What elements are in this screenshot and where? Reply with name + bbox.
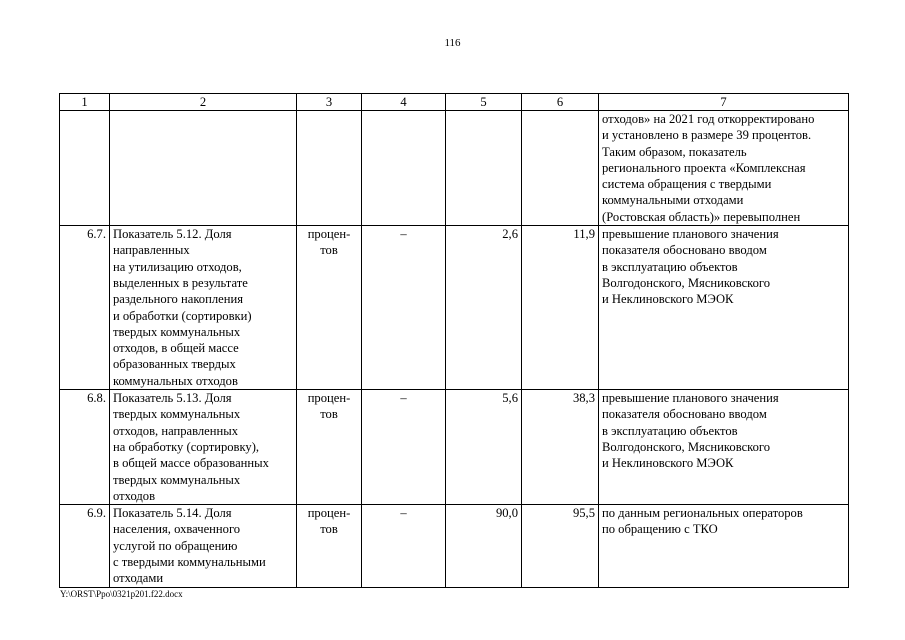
name-line: услугой по обращению: [113, 538, 238, 553]
file-path-footer: Y:\ORST\Ppo\0321p201.f22.docx: [60, 589, 183, 599]
column-header: 4: [362, 94, 446, 111]
name-line: на обработку (сортировку),: [113, 439, 260, 454]
column-header: 5: [446, 94, 522, 111]
name-line: твердых коммунальных: [113, 324, 241, 339]
plan-cell: –: [362, 390, 446, 505]
name-line: твердых коммунальных: [113, 407, 241, 422]
note-line: показателя обосновано вводом: [602, 407, 767, 422]
value-6-cell: 11,9: [522, 226, 599, 390]
name-line: отходов: [113, 488, 156, 503]
name-line: с твердыми коммунальными: [113, 555, 266, 570]
note-line: Волгодонского, Мясниковского: [602, 275, 771, 290]
note-line: и установлено в размере 39 процентов.: [602, 128, 812, 143]
note-line: регионального проекта «Комплексная: [602, 160, 806, 175]
column-header: 1: [60, 94, 110, 111]
note-line: (Ростовская область)» перевыполнен: [602, 209, 801, 224]
empty-cell: [60, 111, 110, 226]
unit-line: тов: [320, 407, 338, 422]
name-line: населения, охваченного: [113, 522, 241, 537]
unit-cell: [297, 505, 362, 587]
empty-cell: [297, 111, 362, 226]
unit-line: процен-: [307, 227, 351, 242]
name-line: твердых коммунальных: [113, 472, 241, 487]
note-line: превышение планового значения: [602, 227, 779, 242]
name-line: выделенных в результате: [113, 275, 248, 290]
name-line: направленных: [113, 243, 190, 258]
empty-cell: [446, 111, 522, 226]
empty-cell: [362, 111, 446, 226]
empty-cell: [522, 111, 599, 226]
note-line: отходов» на 2021 год откорректировано: [602, 112, 815, 126]
note-line: Волгодонского, Мясниковского: [602, 439, 771, 454]
table-row: [60, 390, 849, 505]
unit-cell: [297, 390, 362, 505]
indicator-name-cell: [110, 390, 297, 505]
name-line: отходов, направленных: [113, 423, 239, 438]
value-5-cell: 5,6: [446, 390, 522, 505]
name-line: Показатель 5.12. Доля: [113, 227, 232, 242]
note-line: по обращению с ТКО: [602, 522, 718, 537]
indicator-name-cell: [110, 505, 297, 587]
plan-cell: –: [362, 505, 446, 587]
column-header: 3: [297, 94, 362, 111]
name-line: раздельного накопления: [113, 292, 243, 307]
table-row: [60, 505, 849, 587]
continuation-row: [60, 111, 849, 226]
value-6-cell: 38,3: [522, 390, 599, 505]
note-line: превышение планового значения: [602, 391, 779, 406]
unit-line: процен-: [307, 391, 351, 406]
note-line: коммунальными отходами: [602, 193, 744, 208]
note-line: в эксплуатацию объектов: [602, 423, 738, 438]
column-header: 6: [522, 94, 599, 111]
page-number: 116: [444, 37, 461, 49]
column-header: 7: [599, 94, 849, 111]
name-line: и обработки (сортировки): [113, 308, 252, 323]
table-row: [60, 226, 849, 390]
name-line: на утилизацию отходов,: [113, 259, 242, 274]
indicator-name-cell: [110, 226, 297, 390]
name-line: Показатель 5.13. Доля: [113, 391, 232, 406]
note-line: Таким образом, показатель: [602, 144, 747, 159]
value-5-cell: 2,6: [446, 226, 522, 390]
note-line: и Неклиновского МЭОК: [602, 292, 734, 307]
row-number: 6.8.: [60, 390, 110, 505]
column-number-row: [60, 94, 849, 111]
note-cell: [599, 226, 849, 390]
note-line: по данным региональных операторов: [602, 506, 803, 521]
value-5-cell: 90,0: [446, 505, 522, 587]
unit-line: процен-: [307, 506, 351, 521]
note-line: в эксплуатацию объектов: [602, 259, 738, 274]
note-cell: [599, 505, 849, 587]
unit-cell: [297, 226, 362, 390]
name-line: в общей массе образованных: [113, 456, 269, 471]
unit-line: тов: [320, 522, 338, 537]
row-number: 6.7.: [60, 226, 110, 390]
row-number: 6.9.: [60, 505, 110, 587]
value-6-cell: 95,5: [522, 505, 599, 587]
note-cell: [599, 390, 849, 505]
note-cell: [599, 111, 849, 226]
name-line: коммунальных отходов: [113, 373, 238, 388]
report-table: [59, 93, 849, 588]
note-line: и Неклиновского МЭОК: [602, 456, 734, 471]
name-line: образованных твердых: [113, 357, 236, 372]
empty-cell: [110, 111, 297, 226]
plan-cell: –: [362, 226, 446, 390]
note-line: показателя обосновано вводом: [602, 243, 767, 258]
unit-line: тов: [320, 243, 338, 258]
name-line: отходами: [113, 571, 164, 586]
note-line: система обращения с твердыми: [602, 177, 772, 192]
column-header: 2: [110, 94, 297, 111]
name-line: Показатель 5.14. Доля: [113, 506, 232, 521]
name-line: отходов, в общей массе: [113, 341, 239, 356]
